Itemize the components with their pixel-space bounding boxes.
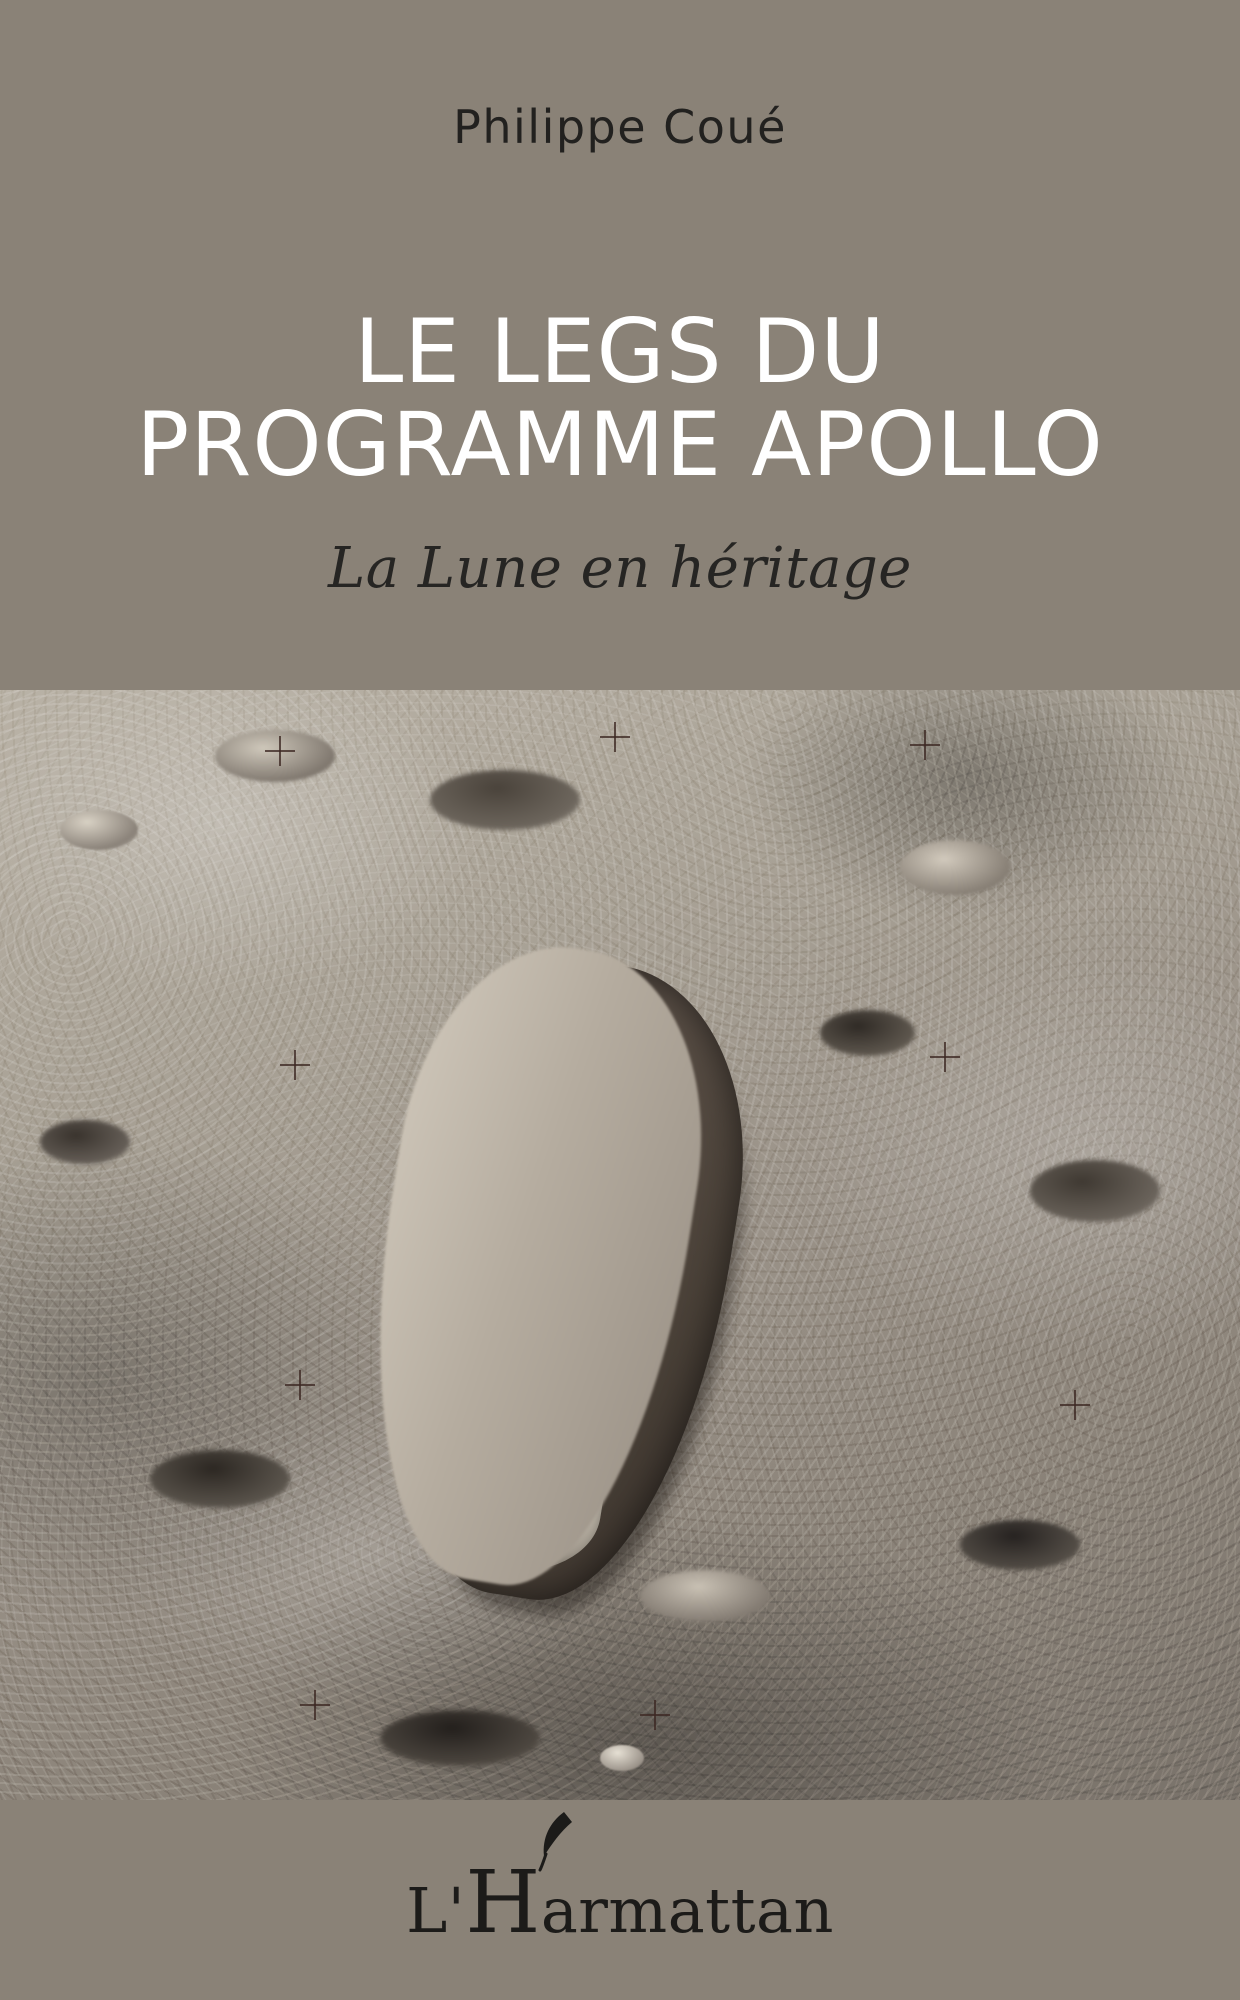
cover-footer-band [0, 1800, 1240, 2000]
page-title-line-1: LE LEGS DU [354, 300, 886, 403]
publisher-logo [406, 1853, 834, 1953]
cover-header-band [0, 0, 1240, 690]
cover-photo [0, 690, 1240, 1800]
title-block [40, 300, 1200, 497]
publisher-capital: H [465, 1853, 541, 1953]
publisher-initial: L' [406, 1874, 466, 1947]
author-name [40, 100, 1200, 154]
author-name-text: Philippe Coué [453, 100, 787, 154]
subtitle: La Lune en héritage [328, 535, 912, 601]
page-title-line-2: PROGRAMME APOLLO [136, 393, 1104, 497]
publisher-rest: armattan [540, 1874, 834, 1947]
